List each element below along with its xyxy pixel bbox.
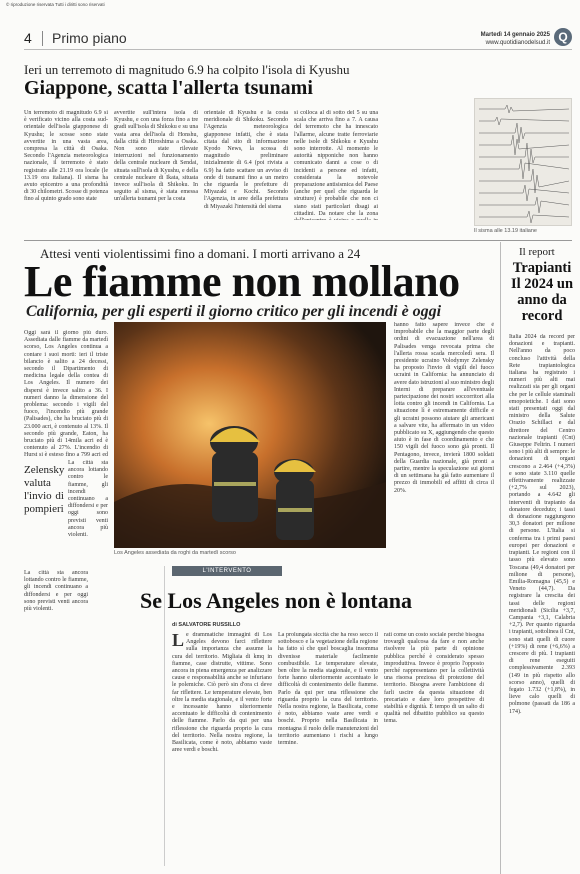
main-story-col-1-cont: La città sta ancora lottando contro le fiamme, gli incendi continuano a diffondersi e per oggi sono previsti venti ancora più violenti. — [68, 460, 108, 539]
main-story-col-1: Oggi sarà il giorno più duro. Assediata dalle fiamme da martedì scorso, Los Angeles continua a contare i suoi morti: ieri il triste bilancio è salito a 24 decessi, secondo il Dipartimento di medicina legale della contea di Los Angeles. Il numero dei dispersi è invece salito a 36. I numeri danno la dimensione del problema: secondo i vigili del fuoco, l'incendio più grande (Palisades), che ha bruciato più di 23.000 acri, è contenuto al 13%. Il secondo più grande, Eaton, ha bruciato più di 14mila acri ed è contenuto al 27%. L'incendio di Hurst si è esteso fino a 799 acri ed — [24, 330, 108, 459]
top-story-col-1: Un terremoto di magnitudo 6.9 si è verificato vicino alla costa sud-orientale dell'isola giapponese di Kyushu; le scosse sono state avvertite in una vasta area, compresa la città di Osaka. Secondo l'Agenzia meteorologica nazionale, il terremoto è stato registrato alle 21.19 ora locale (le 13.19 ora italiana). Il sisma ha avuto epicentro a una profondità di 30 chilometri. Scosse di potenza fino al quinto grado sono state — [24, 110, 108, 203]
sidebar-report — [500, 242, 576, 874]
sidebar-body: Italia 2024 da record per donazioni e trapianti. Nell'anno da poco concluso l'attività della Rete trapiantologica italiana ha registrato i numeri più alti mai realizzati sia per gli organi che per le cellule staminali emopoietiche. I dati sono stati presentati oggi dal ministro della Salute Orazio Schillaci e dal direttore del Centro nazionale trapianti (Cnt) Giuseppe Feltrin. I numeri sono i più alti di sempre: le donazioni di organi crescono a 2.464 (+4,3%) e sono state 3.110 quelle effettivamente realizzate (+2,7% sul 2023), portando a 4.642 gli interventi di trapianto da donatore deceduto; i tassi di donazione raggiungono 30,3 donatori per milione di persone. L'Italia si conferma tra i primi paesi europei per donazioni e trapianti. Le regioni con il tasso più elevato sono Toscana (49,4 donatori per milione di persone), Emilia-Romagna (45,5) e Veneto (44,7). Da registrare la crescita dei tassi delle regioni meridionali (Sicilia +3,7, Campania +3,1, Calabria +2,7). Per quanto riguarda i trapianti, sottolinea il Cnt, sono stati quelli di cuore (+19%) di rene (+6,6%) a crescere di più. I trapianti di rene eseguiti complessivamente 2.393 (149 in più rispetto allo scorso anno), quelli di fegato 1.732 (+1,8%), in lieve calo quelli di polmone (passati da 186 a 174). — [509, 334, 575, 715]
dropcap-letter: L — [172, 632, 185, 650]
opinion-col-2: La prolungata siccità che ha reso secco il sottobosco e la vegetazione della regione ha fatto sì che quel boscaglia insomma divenisse materiale facilmente combustibile. Le temperature elevate, ben oltre la media stagionale, e il vento forte hanno ulteriormente accentuato le difficoltà di contenimento delle fiamme. Parlo da qui per una riflessione che riguarda proprio la cura del territorio. Nella nostra regione, la Basilicata, come è noto, abbiamo vaste aree verdi e boschi. Proprio nella Basilicata in montagna il ruolo delle manutenzioni del territorio aumentano i rischi a lungo termine. — [278, 632, 378, 747]
main-story-subheadline: California, per gli esperti il giorno critico per gli incendi è oggi — [26, 303, 442, 320]
pull-quote: Zelensky valuta l'invio di pompieri — [24, 464, 65, 515]
opinion-body — [172, 632, 492, 862]
site-url: www.quotidianodelsud.it — [485, 40, 550, 46]
main-story-headline: Le fiamme non mollano — [24, 257, 460, 306]
main-story-col-1-bottom: La città sta ancora lottando contro le fiamme, gli incendi continuano a diffondersi e per oggi sono previsti venti ancora più violenti. — [24, 570, 88, 613]
newspaper-logo-icon: Q — [554, 28, 572, 46]
section-divider — [24, 240, 572, 241]
header-separator — [42, 31, 43, 46]
top-story-kicker: Ieri un terremoto di magnitudo 6.9 ha colpito l'isola di Kyushu — [24, 62, 350, 77]
main-story-col-2: hanno fatto sapere invece che è improbabile che la maggior parte degli ordini di evacuazione nell'area di Palisades venga revocata prima che l'allerta rossa scada mercoledì sera. Il presidente ucraino Volodymyr Zelensky ha proposto l'invio di vigili del fuoco ucraini in California: ha annunciato di avere dato istruzioni al suo ministro degli Interni di preparare all'eventuale partecipazione dei nostri soccorritori alla lotta contro gli incendi in California. La situazione lì è estremamente difficile e gli ucraini possono aiutare gli americani a salvare vite, ha affermato in un video pubblicato su X, aggiungendo che questo aiuto è in fase di coordinamento e che 150 vigili del fuoco sono già pronti. Il Pentagono, invece, invierà 1800 soldati della Guardia nazionale, già pronti a partire, mentre la speculazione sui giorni di un settimana ha già fatto aumentare il prezzo di immobili ed affitti di circa il 20%. — [394, 322, 494, 494]
opinion-byline: di SALVATORE RUSSILLO — [172, 622, 241, 628]
main-story-continuation — [24, 570, 158, 866]
section-title: Primo piano — [52, 30, 127, 46]
main-story-kicker: Attesi venti violentissimi fino a domani. I morti arrivano a 24 — [40, 246, 361, 261]
page-number: 4 — [24, 30, 32, 46]
issue-date: Martedì 14 gennaio 2025 — [480, 32, 550, 38]
page-header — [24, 28, 572, 50]
opinion-col-3: rati come un costo sociale perché bisogna trovargli qualcosa da fare e non anche risolvere la più parte di opinione pubblica perché è considerato spesso improduttiva. Invece è proprio l'opposto perché rappresentano per la collettività una risorsa preziosa di protezione del territorio. Bisogna avere l'ambizione di farli uscire da questa situazione di precariato e dare loro prospettive di stabilità e dignità. È tempo di un salto di qualità nel dibattito pubblico su questo tema. — [384, 632, 484, 725]
seismograph-caption: Il sisma alle 13.19 italiane — [474, 228, 537, 234]
opinion-label: L'INTERVENTO — [172, 566, 282, 576]
opinion-headline: Se Los Angeles non è lontana — [140, 588, 412, 613]
firefighters-photo — [114, 322, 386, 548]
top-story-body — [24, 110, 468, 220]
top-story-headline: Giappone, scatta l'allerta tsunami — [24, 77, 313, 99]
sidebar-headline: Trapianti Il 2024 un anno da record — [510, 260, 574, 324]
top-story-col-4: si colloca al di sotto del 5 su una scala che arriva fino a 7. A causa del terremoto che ha innescato l'allarme, alcune tratte ferroviarie nelle isole di Shikoku e Kyushu sono interrotte. Al momento le autorità nipponiche non hanno comunicato danni a cose o di incidenti a persone ed infatti, considerata la notevole preparazione antisismica del Paese (anche per quel che riguarda le strutture) è probabile che non ci siano stati particolari disagi ai cittadini. Da notare che la zona — [294, 110, 378, 217]
photo-caption: Los Angeles assediata da roghi da martedì scorso — [114, 550, 236, 556]
top-story-col-3: orientale di Kyushu e la costa meridionale di Shikoku. Secondo l'Agenzia meteorologica giapponese infatti, che è stata citata dal sito di informazione Kyodo News, la scossa di magnitudo preliminare inizialmente di 6.4 (poi rivista a 6.9) ha fatto scattare un avviso di onde di tsunami fino a un metro che riguarda le prefetture di Miyazaki e Kochi. Secondo l'Agenzia, in aree della prefettura di Miyazaki l'intensità del sisma — [204, 110, 288, 210]
seismograph-image — [474, 98, 572, 226]
opinion-col-1: Le drammatiche immagini di Los Angeles devono farci riflettere sulla importanza che assume la cura del territorio. Migliaia di kmq in fiamme, case distrutte, vittime. Sono ancora in piena emergenza per analizzare cause e responsabilità anche se infuriano le polemiche. Ciò però sin d'ora ci deve far riflettere. Le temperature elevate, ben oltre la media stagionale, e il vento forte e incessante hanno ulteriormente accentuato le difficoltà di contenimento delle fiamme. Parlo da qui per una riflessione che riguarda proprio la cura del territorio. Nella nostra regione, la Basilicata, come è noto, abbiamo vaste aree verdi e boschi. — [172, 632, 272, 754]
copyright-notice: © riproduzione riservata Tutti i diritti sono riservati — [6, 2, 105, 7]
top-story-col-2: avvertite sull'intera isola di Kyushu, e con una forza fino a tre gradi sull'isola di Shikoku e su una vasta area dell'isola di Honshu, dalla città di Hiroshima a Osaka. Non sono state rilevate interruzioni nel funzionamento della centrale nucleare di Sendai, situata sull'isola di Kyushu, e della centrale nucleare di Ikata, situata invece sull'isola di Shikoku. In seguito al sisma, è stata emessa un'allerta tsunami per la costa — [114, 110, 198, 203]
dateline — [481, 31, 550, 47]
sidebar-kicker: Il report — [519, 246, 555, 258]
